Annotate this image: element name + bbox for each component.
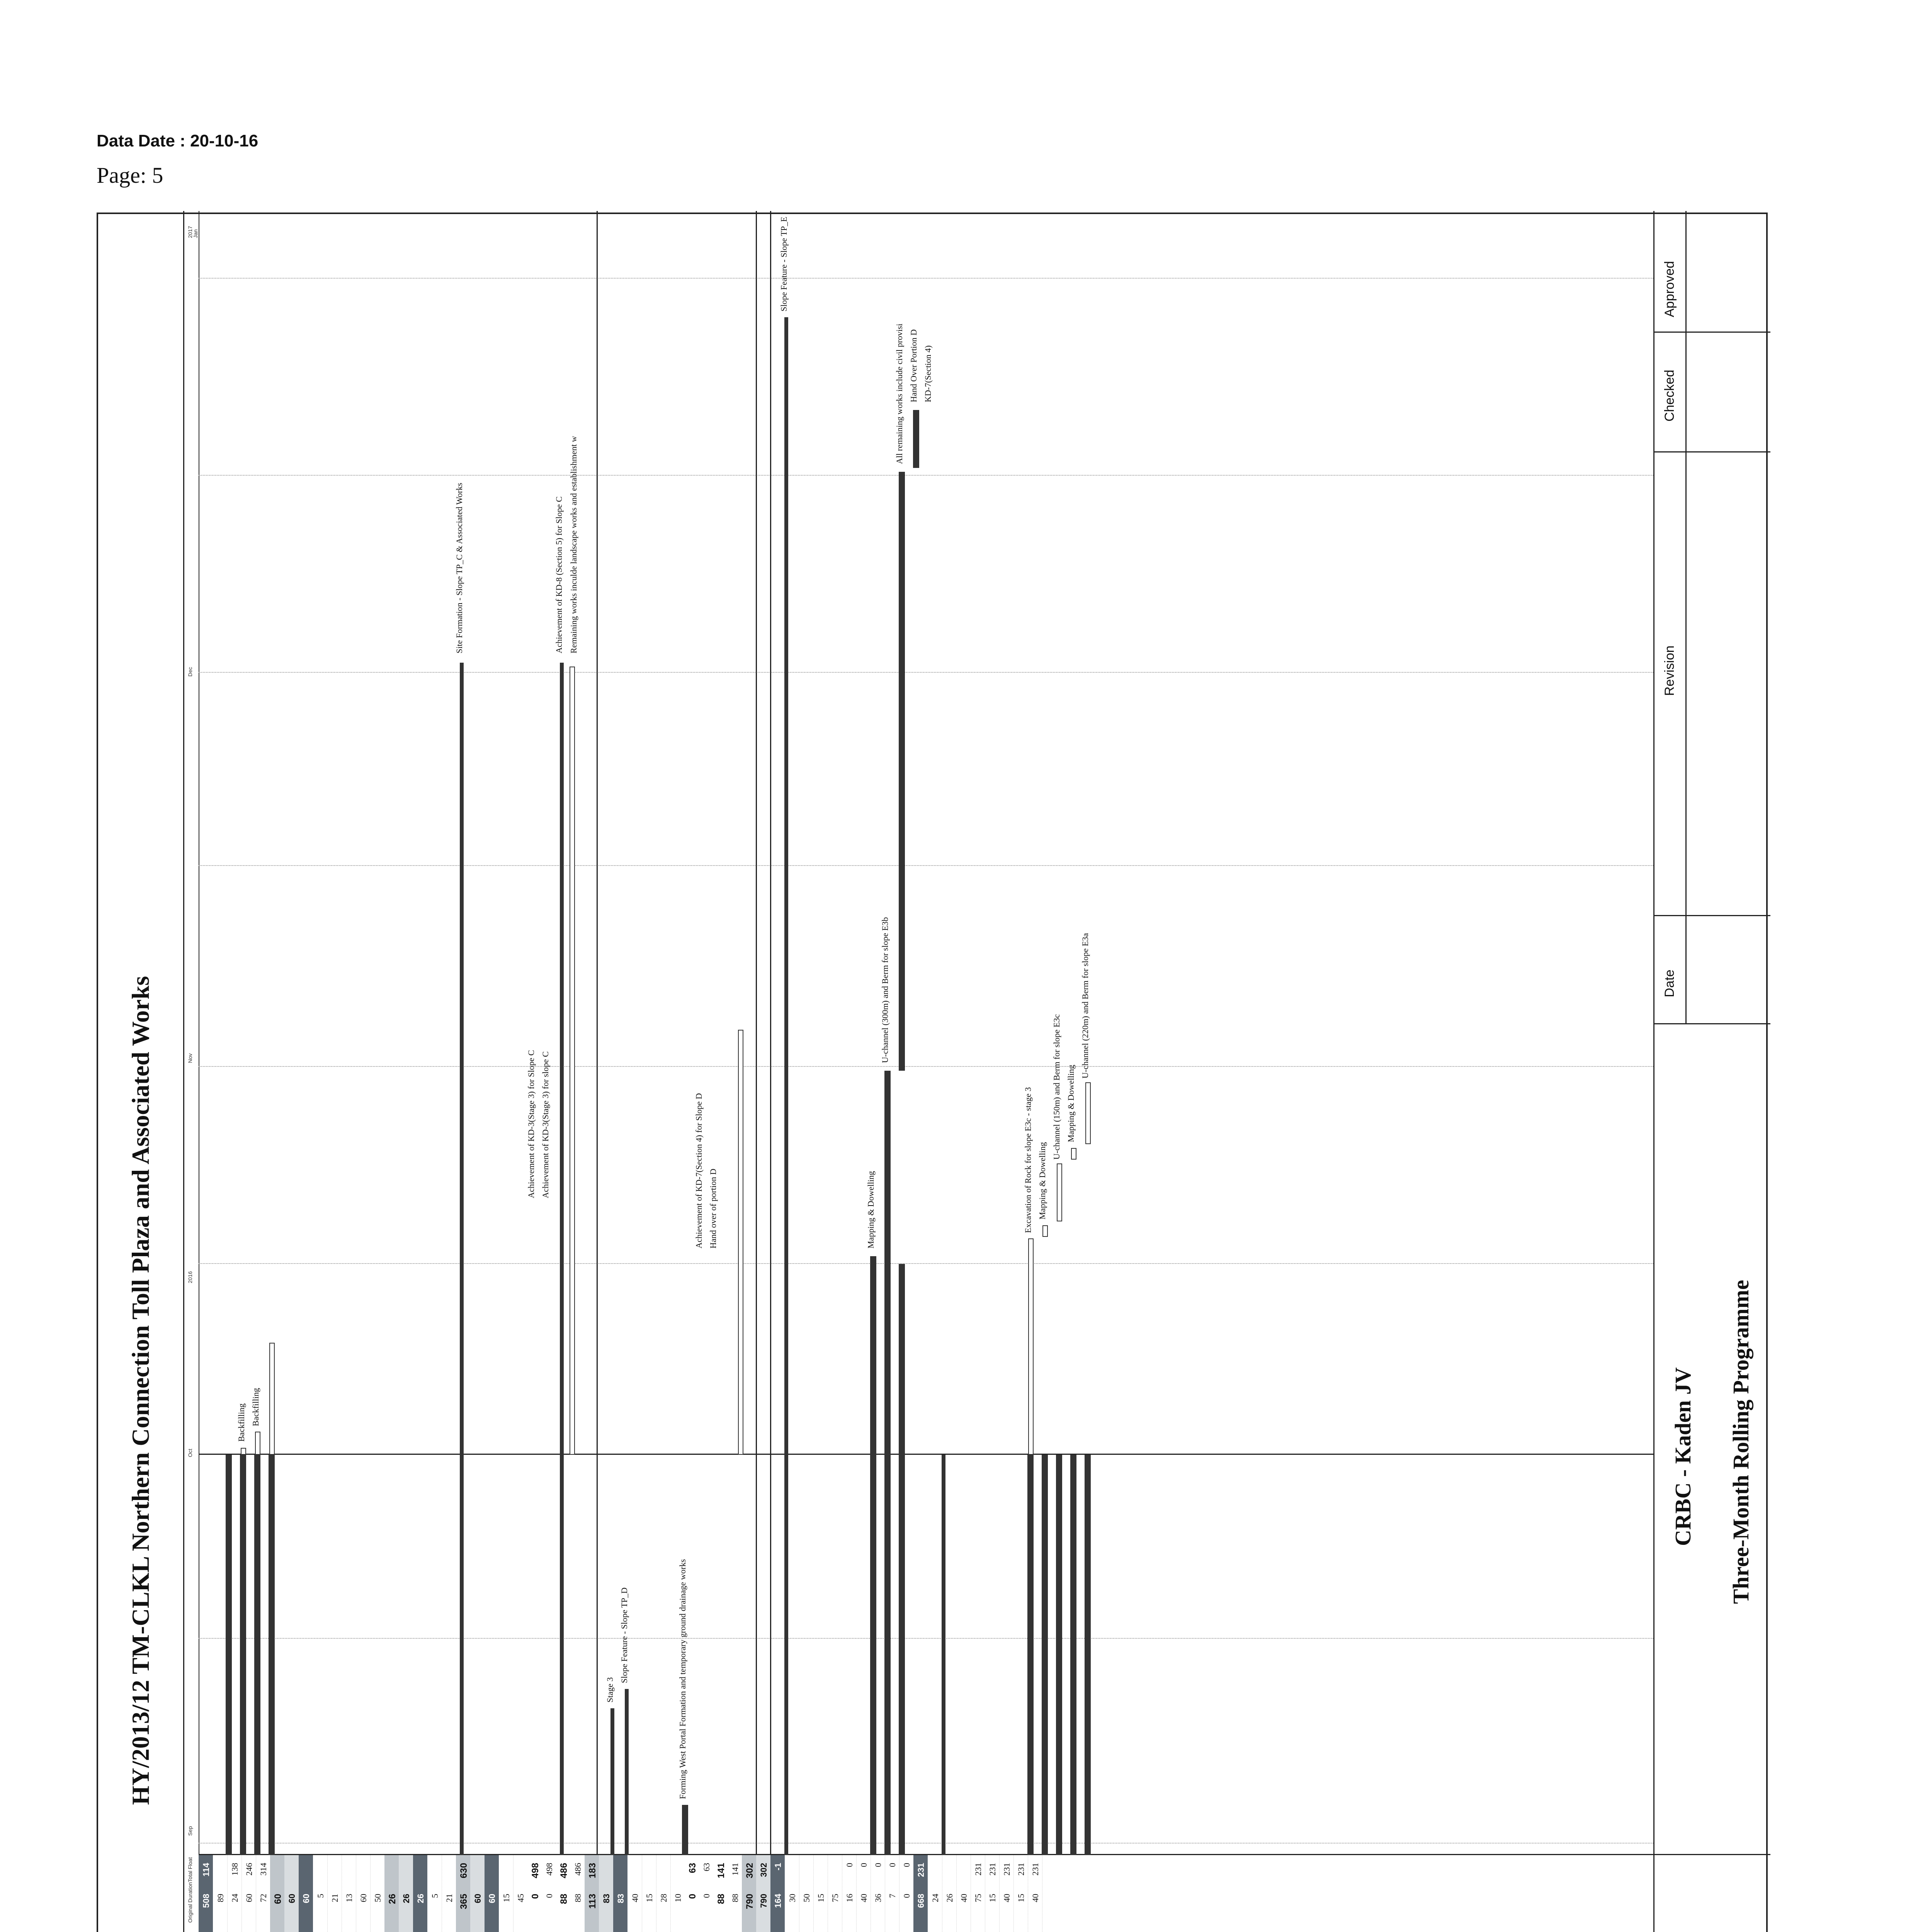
bar-tpe62230-rem	[1028, 1238, 1034, 1455]
label-map-dowel-2: Mapping & Dowelling	[1037, 1142, 1047, 1219]
month-sep: Sep	[187, 1826, 193, 1836]
table-row	[985, 1855, 1000, 1932]
group-row	[756, 1855, 770, 1932]
total-float: 0	[845, 1863, 854, 1867]
bar-tpe61600	[899, 1264, 905, 1855]
total-float: 114	[201, 1863, 211, 1877]
programme-title: Three-Month Rolling Programme	[1728, 1280, 1753, 1604]
table-row	[828, 1855, 842, 1932]
total-float: 0	[873, 1863, 883, 1867]
table-row	[542, 1855, 556, 1932]
gridline	[199, 278, 1653, 279]
table-row	[871, 1855, 885, 1932]
orig-duration: 72	[258, 1894, 268, 1902]
total-float: 0	[859, 1863, 869, 1867]
sheet-title: HY/2013/12 TM-CLKL Northern Connection Toll Plaza and Associated Works	[98, 211, 184, 1932]
bar-tpc51130	[570, 667, 575, 1455]
label-handover-portion-d: Hand Over Portion D	[909, 329, 918, 402]
bar-tpe62410	[1070, 1455, 1076, 1855]
total-float: 231	[1002, 1863, 1012, 1876]
orig-duration: 40	[859, 1894, 869, 1902]
orig-duration: 60	[244, 1894, 254, 1902]
total-float: 138	[230, 1863, 240, 1876]
footer-approved-head: Approved	[1662, 261, 1677, 317]
bar-tpe61260-rem	[884, 1071, 891, 1264]
bar-tpd52350	[738, 1030, 743, 1455]
bar-rwf31480	[269, 1455, 275, 1855]
orig-duration: 88	[730, 1894, 740, 1902]
orig-duration: 50	[373, 1894, 383, 1902]
total-float: 0	[902, 1863, 911, 1867]
label-map-dowel-1: Mapping & Dowelling	[866, 1171, 876, 1248]
orig-duration: 88	[559, 1894, 569, 1904]
group-row	[713, 1855, 728, 1932]
orig-duration: 508	[201, 1894, 211, 1908]
summary-kd8-c	[560, 663, 564, 1855]
summary-stage3-d	[610, 1708, 614, 1855]
data-date: Data Date : 20-10-16	[97, 131, 258, 150]
bar-tpe62420	[1085, 1455, 1091, 1855]
orig-duration: 26	[401, 1894, 411, 1903]
label-kd8-c: Achievement of KD-8 (Section 5) for Slope C	[554, 496, 564, 653]
bar-tpe61250-rem	[870, 1256, 876, 1264]
orig-duration: 10	[673, 1894, 683, 1902]
rolling-programme-sheet	[97, 213, 1768, 1932]
orig-duration: 26	[416, 1894, 425, 1903]
table-row	[999, 1855, 1014, 1932]
month-oct: Oct	[187, 1449, 193, 1457]
table-row	[856, 1855, 871, 1932]
orig-duration: 60	[301, 1894, 311, 1903]
footer-date-head: Date	[1662, 969, 1677, 997]
bar-tpe61700	[913, 410, 919, 468]
bar-tpe62410-rem	[1071, 1148, 1076, 1160]
summary-slope-e-a	[784, 317, 788, 1855]
group-row	[399, 1855, 413, 1932]
group-row	[556, 1855, 570, 1932]
bar-rwf31350	[240, 1455, 246, 1855]
bar-rwf31350-rem	[241, 1448, 246, 1455]
table-row	[899, 1855, 914, 1932]
total-float: 0	[888, 1863, 897, 1867]
group-row	[913, 1855, 928, 1932]
bar-tpe62260-rem	[1057, 1163, 1062, 1221]
orig-duration: 60	[273, 1894, 283, 1904]
summary-tp-e	[756, 211, 757, 1855]
table-row	[942, 1855, 957, 1932]
label-remaining-c: Remaining works inculde landscape works and establishment w	[569, 436, 578, 653]
total-float: 231	[1030, 1863, 1040, 1876]
orig-duration: 60	[287, 1894, 297, 1903]
orig-duration: 790	[759, 1894, 769, 1908]
bar-rwf31480-rem	[269, 1343, 275, 1455]
orig-duration: 790	[745, 1894, 755, 1910]
orig-duration: 21	[330, 1894, 340, 1902]
orig-duration: 21	[444, 1894, 454, 1902]
orig-duration: 15	[816, 1894, 826, 1902]
table-row	[699, 1855, 714, 1932]
table-row	[327, 1855, 342, 1932]
group-row	[199, 1855, 213, 1932]
total-float: 63	[687, 1863, 698, 1873]
month-dec: Dec	[187, 667, 193, 677]
table-row	[313, 1855, 328, 1932]
orig-duration: 0	[544, 1894, 554, 1898]
summary-tp-c	[460, 663, 464, 1855]
bar-rwf31304	[226, 1455, 232, 1855]
table-row	[427, 1855, 442, 1932]
label-u150: U-channel (150m) and Berm for slope E3c	[1052, 1014, 1061, 1160]
total-float: 183	[587, 1863, 598, 1879]
group-row	[599, 1855, 613, 1932]
orig-duration: 75	[830, 1894, 840, 1902]
orig-duration: 28	[659, 1894, 668, 1902]
month-jan: Jan	[192, 229, 199, 238]
label-u300: U-channel (300m) and Berm for slope E3b	[880, 917, 890, 1063]
activity-table	[199, 1854, 1653, 1932]
table-row	[971, 1855, 985, 1932]
data-date-line	[199, 1454, 1653, 1455]
table-row	[356, 1855, 371, 1932]
summary-stage3-e	[770, 211, 771, 1855]
col-total-float: Total Float	[187, 1857, 193, 1882]
orig-duration: 0	[687, 1894, 698, 1899]
table-row	[956, 1855, 971, 1932]
label-exc-e3c: Excavation of Rock for slope E3c - stage 3	[1023, 1087, 1033, 1233]
col-orig-duration: Original Duration	[187, 1882, 193, 1923]
table-row	[227, 1855, 242, 1932]
total-float: 486	[559, 1863, 569, 1879]
table-row	[728, 1855, 742, 1932]
orig-duration: 5	[316, 1894, 325, 1898]
table-row	[813, 1855, 828, 1932]
footer-divider	[1654, 915, 1770, 916]
summary-tp-d	[597, 211, 598, 1855]
table-row	[570, 1855, 585, 1932]
orig-duration: 40	[630, 1894, 640, 1902]
bar-tpe61250	[870, 1264, 876, 1855]
orig-duration: 0	[530, 1894, 541, 1899]
group-row	[299, 1855, 313, 1932]
orig-duration: 40	[959, 1894, 969, 1902]
label-handover-d: Hand over of portion D	[708, 1168, 718, 1248]
table-row	[928, 1855, 942, 1932]
footer-divider	[1654, 1854, 1770, 1855]
footer-revision-head: Revision	[1662, 645, 1677, 696]
orig-duration: 88	[716, 1894, 726, 1904]
group-row	[470, 1855, 485, 1932]
table-row	[256, 1855, 270, 1932]
total-float: 498	[544, 1863, 554, 1876]
footer-checked-head: Checked	[1662, 369, 1677, 422]
bar-tpd52800	[682, 1805, 688, 1855]
orig-duration: 75	[973, 1894, 983, 1902]
total-float: 302	[745, 1863, 755, 1879]
year-2017: 2017	[187, 226, 193, 238]
table-row	[442, 1855, 456, 1932]
total-float: 486	[573, 1863, 583, 1876]
summary-slope-e-b	[942, 1455, 945, 1855]
orig-duration: 60	[359, 1894, 368, 1902]
label-kd3-c-2: Achievement of KD-3(Stage 3) for slope C	[541, 1051, 550, 1198]
orig-duration: 83	[602, 1894, 611, 1903]
orig-duration: 0	[702, 1894, 711, 1898]
table-row	[342, 1855, 356, 1932]
summary-slope-d	[625, 1689, 629, 1855]
label-stage3-d: Stage 3	[605, 1677, 615, 1702]
orig-duration: 668	[916, 1894, 926, 1908]
orig-duration: 83	[616, 1894, 626, 1903]
gridline	[199, 672, 1653, 673]
total-float: 302	[759, 1863, 769, 1877]
orig-duration: 60	[473, 1894, 483, 1903]
group-row	[284, 1855, 299, 1932]
gridline	[199, 475, 1653, 476]
orig-duration: 13	[344, 1894, 354, 1902]
orig-duration: 88	[573, 1894, 583, 1902]
label-kd7-d: Achievement of KD-7(Section 4) for Slope D	[694, 1093, 704, 1248]
total-float: 63	[702, 1863, 711, 1871]
table-row	[213, 1855, 228, 1932]
bar-tpe61600-rem	[899, 472, 905, 1071]
table-row	[885, 1855, 899, 1932]
gantt-area	[199, 211, 1653, 1855]
total-float: 141	[716, 1863, 726, 1879]
group-row	[384, 1855, 399, 1932]
table-row	[513, 1855, 528, 1932]
bar-tpe62230	[1027, 1455, 1034, 1855]
group-row	[270, 1855, 284, 1932]
year-2016: 2016	[187, 1271, 193, 1283]
label-kd7-s4: KD-7(Section 4)	[923, 345, 933, 402]
total-float: 231	[973, 1863, 983, 1876]
orig-duration: 26	[387, 1894, 398, 1904]
footer	[1653, 211, 1770, 1932]
label-u220: U-channel (220m) and Berm for slope E3a	[1080, 933, 1090, 1078]
table-row	[799, 1855, 814, 1932]
footer-divider	[1654, 332, 1770, 333]
orig-duration: 164	[773, 1894, 783, 1908]
total-float: 141	[730, 1863, 740, 1876]
total-float: 231	[988, 1863, 997, 1876]
group-row	[527, 1855, 542, 1932]
footer-divider	[1654, 451, 1770, 452]
orig-duration: 0	[902, 1894, 911, 1898]
table-row	[842, 1855, 857, 1932]
orig-duration: 24	[930, 1894, 940, 1902]
gridline	[199, 1843, 1653, 1844]
table-row	[370, 1855, 385, 1932]
total-float: 231	[1016, 1863, 1026, 1876]
orig-duration: 15	[502, 1894, 511, 1902]
label-slope-d: Slope Feature - Slope TP_D	[619, 1587, 629, 1683]
total-float: 246	[244, 1863, 254, 1876]
orig-duration: 26	[945, 1894, 954, 1902]
total-float: -1	[773, 1863, 783, 1871]
column-header	[183, 211, 199, 1932]
orig-duration: 24	[230, 1894, 240, 1902]
table-row	[1013, 1855, 1028, 1932]
gridline	[199, 1263, 1653, 1264]
group-row	[413, 1855, 427, 1932]
bar-tpe61260	[884, 1264, 891, 1855]
orig-duration: 50	[802, 1894, 811, 1902]
bar-rwf31470	[254, 1455, 260, 1855]
orig-duration: 15	[988, 1894, 997, 1902]
bar-tpe62250-rem	[1042, 1225, 1048, 1237]
bar-tpe62260	[1056, 1455, 1062, 1855]
group-row	[456, 1855, 470, 1932]
table-row	[785, 1855, 799, 1932]
total-float: 314	[258, 1863, 268, 1876]
group-row	[685, 1855, 699, 1932]
bar-tpe62250	[1042, 1455, 1048, 1855]
orig-duration: 5	[430, 1894, 440, 1898]
company-name: CRBC - Kaden JV	[1670, 1367, 1695, 1546]
footer-rule	[1685, 211, 1687, 1024]
bar-rwf31470-rem	[255, 1432, 260, 1455]
orig-duration: 113	[587, 1894, 598, 1909]
group-row	[485, 1855, 499, 1932]
orig-duration: 60	[487, 1894, 497, 1903]
total-float: 630	[459, 1863, 469, 1879]
orig-duration: 36	[873, 1894, 883, 1902]
page-number: Page: 5	[97, 163, 163, 188]
orig-duration: 16	[845, 1894, 854, 1902]
total-float: 231	[916, 1863, 926, 1877]
orig-duration: 45	[516, 1894, 525, 1902]
label-backfilling-1: Backfilling	[236, 1403, 246, 1442]
group-row	[585, 1855, 599, 1932]
group-row	[613, 1855, 627, 1932]
orig-duration: 30	[787, 1894, 797, 1902]
group-row	[770, 1855, 785, 1932]
label-west-portal: Forming West Portal Formation and temporary ground drainage works	[678, 1559, 687, 1799]
footer-divider	[1654, 1023, 1770, 1024]
gridline	[199, 865, 1653, 866]
table-row	[642, 1855, 656, 1932]
table-row	[241, 1855, 256, 1932]
orig-duration: 40	[1030, 1894, 1040, 1902]
table-row	[1028, 1855, 1042, 1932]
table-row	[499, 1855, 514, 1932]
table-row	[627, 1855, 642, 1932]
orig-duration: 15	[644, 1894, 654, 1902]
label-backfilling-2: Backfilling	[251, 1388, 260, 1426]
table-row	[656, 1855, 671, 1932]
orig-duration: 40	[1002, 1894, 1012, 1902]
label-map-dowel-3: Mapping & Dowelling	[1066, 1065, 1076, 1142]
orig-duration: 7	[888, 1894, 897, 1898]
label-slope-e-a: Slope Feature - Slope TP_E	[779, 216, 789, 311]
label-all-remaining: All remaining works include civil provisi	[894, 323, 904, 464]
label-kd3-c-1: Achievement of KD-3(Stage 3) for Slope C	[526, 1050, 536, 1198]
total-float: 498	[530, 1863, 541, 1879]
orig-duration: 365	[459, 1894, 469, 1910]
group-row	[742, 1855, 756, 1932]
orig-duration: 89	[216, 1894, 225, 1902]
table-row	[670, 1855, 685, 1932]
month-nov: Nov	[187, 1053, 193, 1063]
orig-duration: 15	[1016, 1894, 1026, 1902]
gridline	[199, 1066, 1653, 1067]
label-site-c: Site Formation - Slope TP_C & Associated Works	[454, 483, 464, 653]
gridline	[199, 1638, 1653, 1639]
bar-tpe62420-rem	[1085, 1082, 1091, 1144]
